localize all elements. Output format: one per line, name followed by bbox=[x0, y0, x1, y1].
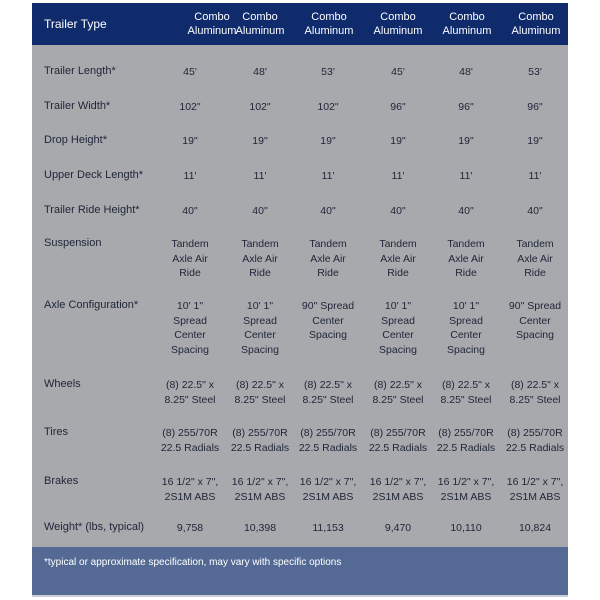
row-label: Weight* (lbs, typical) bbox=[44, 521, 145, 533]
table-cell: Tandem Axle Air Ride bbox=[379, 238, 417, 279]
table-cell: 11' bbox=[528, 170, 542, 182]
table-cell: 16 1/2" x 7", 2S1M ABS bbox=[231, 476, 289, 503]
table-cell: 40" bbox=[458, 205, 474, 217]
table-cell: 11,153 bbox=[312, 522, 344, 534]
table-cell: 45' bbox=[183, 66, 197, 78]
table-cell: Tandem Axle Air Ride bbox=[516, 238, 554, 279]
header-col-6: Combo Aluminum bbox=[511, 11, 561, 37]
table-cell: 16 1/2" x 7", 2S1M ABS bbox=[437, 476, 495, 503]
table-cell: Tandem Axle Air Ride bbox=[309, 238, 347, 279]
footnote-text: *typical or approximate specification, may vary with specific options bbox=[44, 557, 342, 568]
table-cell: (8) 255/70R 22.5 Radials bbox=[368, 427, 428, 454]
table-cell: 9,470 bbox=[384, 522, 412, 534]
table-header bbox=[32, 3, 568, 45]
table-cell: 90" Spread Center Spacing bbox=[508, 300, 562, 341]
table-cell: 10' 1" Spread Center Spacing bbox=[241, 300, 279, 356]
footnote-bar bbox=[32, 547, 568, 595]
table-cell: 9,758 bbox=[176, 522, 204, 534]
table-cell: (8) 22.5" x 8.25" Steel bbox=[509, 379, 561, 406]
table-cell: 16 1/2" x 7", 2S1M ABS bbox=[506, 476, 564, 503]
table-cell: (8) 22.5" x 8.25" Steel bbox=[234, 379, 286, 406]
table-cell: 40" bbox=[527, 205, 543, 217]
table-cell: 102" bbox=[179, 101, 201, 113]
table-cell: 45' bbox=[391, 66, 405, 78]
header-col-2: Combo Aluminum bbox=[235, 11, 285, 37]
table-cell: 10' 1" Spread Center Spacing bbox=[171, 300, 209, 356]
table-cell: 40" bbox=[390, 205, 406, 217]
table-cell: 16 1/2" x 7", 2S1M ABS bbox=[161, 476, 219, 503]
table-cell: 19" bbox=[527, 135, 543, 147]
table-cell: 11' bbox=[391, 170, 405, 182]
table-cell: (8) 22.5" x 8.25" Steel bbox=[302, 379, 354, 406]
table-cell: Tandem Axle Air Ride bbox=[447, 238, 485, 279]
table-cell: (8) 255/70R 22.5 Radials bbox=[505, 427, 565, 454]
row-label: Drop Height* bbox=[44, 134, 107, 146]
table-cell: 48' bbox=[459, 66, 473, 78]
table-cell: 19" bbox=[252, 135, 268, 147]
row-label: Axle Configuration* bbox=[44, 299, 139, 311]
table-cell: 19" bbox=[458, 135, 474, 147]
row-label: Tires bbox=[44, 426, 69, 438]
table-cell: 48' bbox=[253, 66, 267, 78]
header-col-5: Combo Aluminum bbox=[442, 11, 492, 37]
header-col-1: Combo Aluminum bbox=[187, 11, 237, 37]
header-col-4: Combo Aluminum bbox=[373, 11, 423, 37]
table-cell: 53' bbox=[321, 66, 335, 78]
row-label: Trailer Length* bbox=[44, 65, 116, 77]
table-cell: (8) 22.5" x 8.25" Steel bbox=[440, 379, 492, 406]
table-cell: 10' 1" Spread Center Spacing bbox=[447, 300, 485, 356]
table-cell: 10,824 bbox=[518, 522, 552, 534]
table-cell: 11' bbox=[183, 170, 197, 182]
table-cell: 11' bbox=[321, 170, 335, 182]
table-cell: 16 1/2" x 7", 2S1M ABS bbox=[369, 476, 427, 503]
table-cell: 10,110 bbox=[450, 522, 482, 534]
table-cell: 19" bbox=[182, 135, 198, 147]
table-cell: 40" bbox=[252, 205, 268, 217]
table-cell: 40" bbox=[182, 205, 198, 217]
header-col-3: Combo Aluminum bbox=[304, 11, 354, 37]
table-cell: 90" Spread Center Spacing bbox=[301, 300, 355, 341]
table-cell: (8) 255/70R 22.5 Radials bbox=[230, 427, 290, 454]
table-cell: 16 1/2" x 7", 2S1M ABS bbox=[299, 476, 357, 503]
table-cell: 96" bbox=[527, 101, 543, 113]
table-cell: (8) 22.5" x 8.25" Steel bbox=[372, 379, 424, 406]
bottom-divider bbox=[32, 595, 568, 597]
table-cell: 40" bbox=[320, 205, 336, 217]
table-cell: 10,398 bbox=[243, 522, 277, 534]
table-cell: 10' 1" Spread Center Spacing bbox=[379, 300, 417, 356]
table-cell: (8) 255/70R 22.5 Radials bbox=[160, 427, 220, 454]
table-cell: 96" bbox=[458, 101, 474, 113]
table-cell: (8) 255/70R 22.5 Radials bbox=[298, 427, 358, 454]
row-label: Trailer Ride Height* bbox=[44, 204, 140, 216]
row-label: Trailer Width* bbox=[44, 100, 111, 112]
row-label: Suspension bbox=[44, 237, 102, 249]
table-cell: 19" bbox=[320, 135, 336, 147]
row-label: Upper Deck Length* bbox=[44, 169, 144, 181]
table-cell: 11' bbox=[253, 170, 267, 182]
row-label: Brakes bbox=[44, 475, 79, 487]
table-cell: (8) 22.5" x 8.25" Steel bbox=[164, 379, 216, 406]
table-cell: 102" bbox=[317, 101, 339, 113]
table-cell: 19" bbox=[390, 135, 406, 147]
header-trailer-type: Trailer Type bbox=[44, 17, 107, 31]
row-label: Wheels bbox=[44, 378, 81, 390]
table-cell: Tandem Axle Air Ride bbox=[241, 238, 279, 279]
table-cell: 102" bbox=[249, 101, 271, 113]
table-cell: Tandem Axle Air Ride bbox=[171, 238, 209, 279]
spec-table bbox=[32, 3, 568, 597]
table-cell: 96" bbox=[390, 101, 406, 113]
table-cell: 11' bbox=[459, 170, 473, 182]
table-cell: 53' bbox=[528, 66, 542, 78]
table-cell: (8) 255/70R 22.5 Radials bbox=[436, 427, 496, 454]
